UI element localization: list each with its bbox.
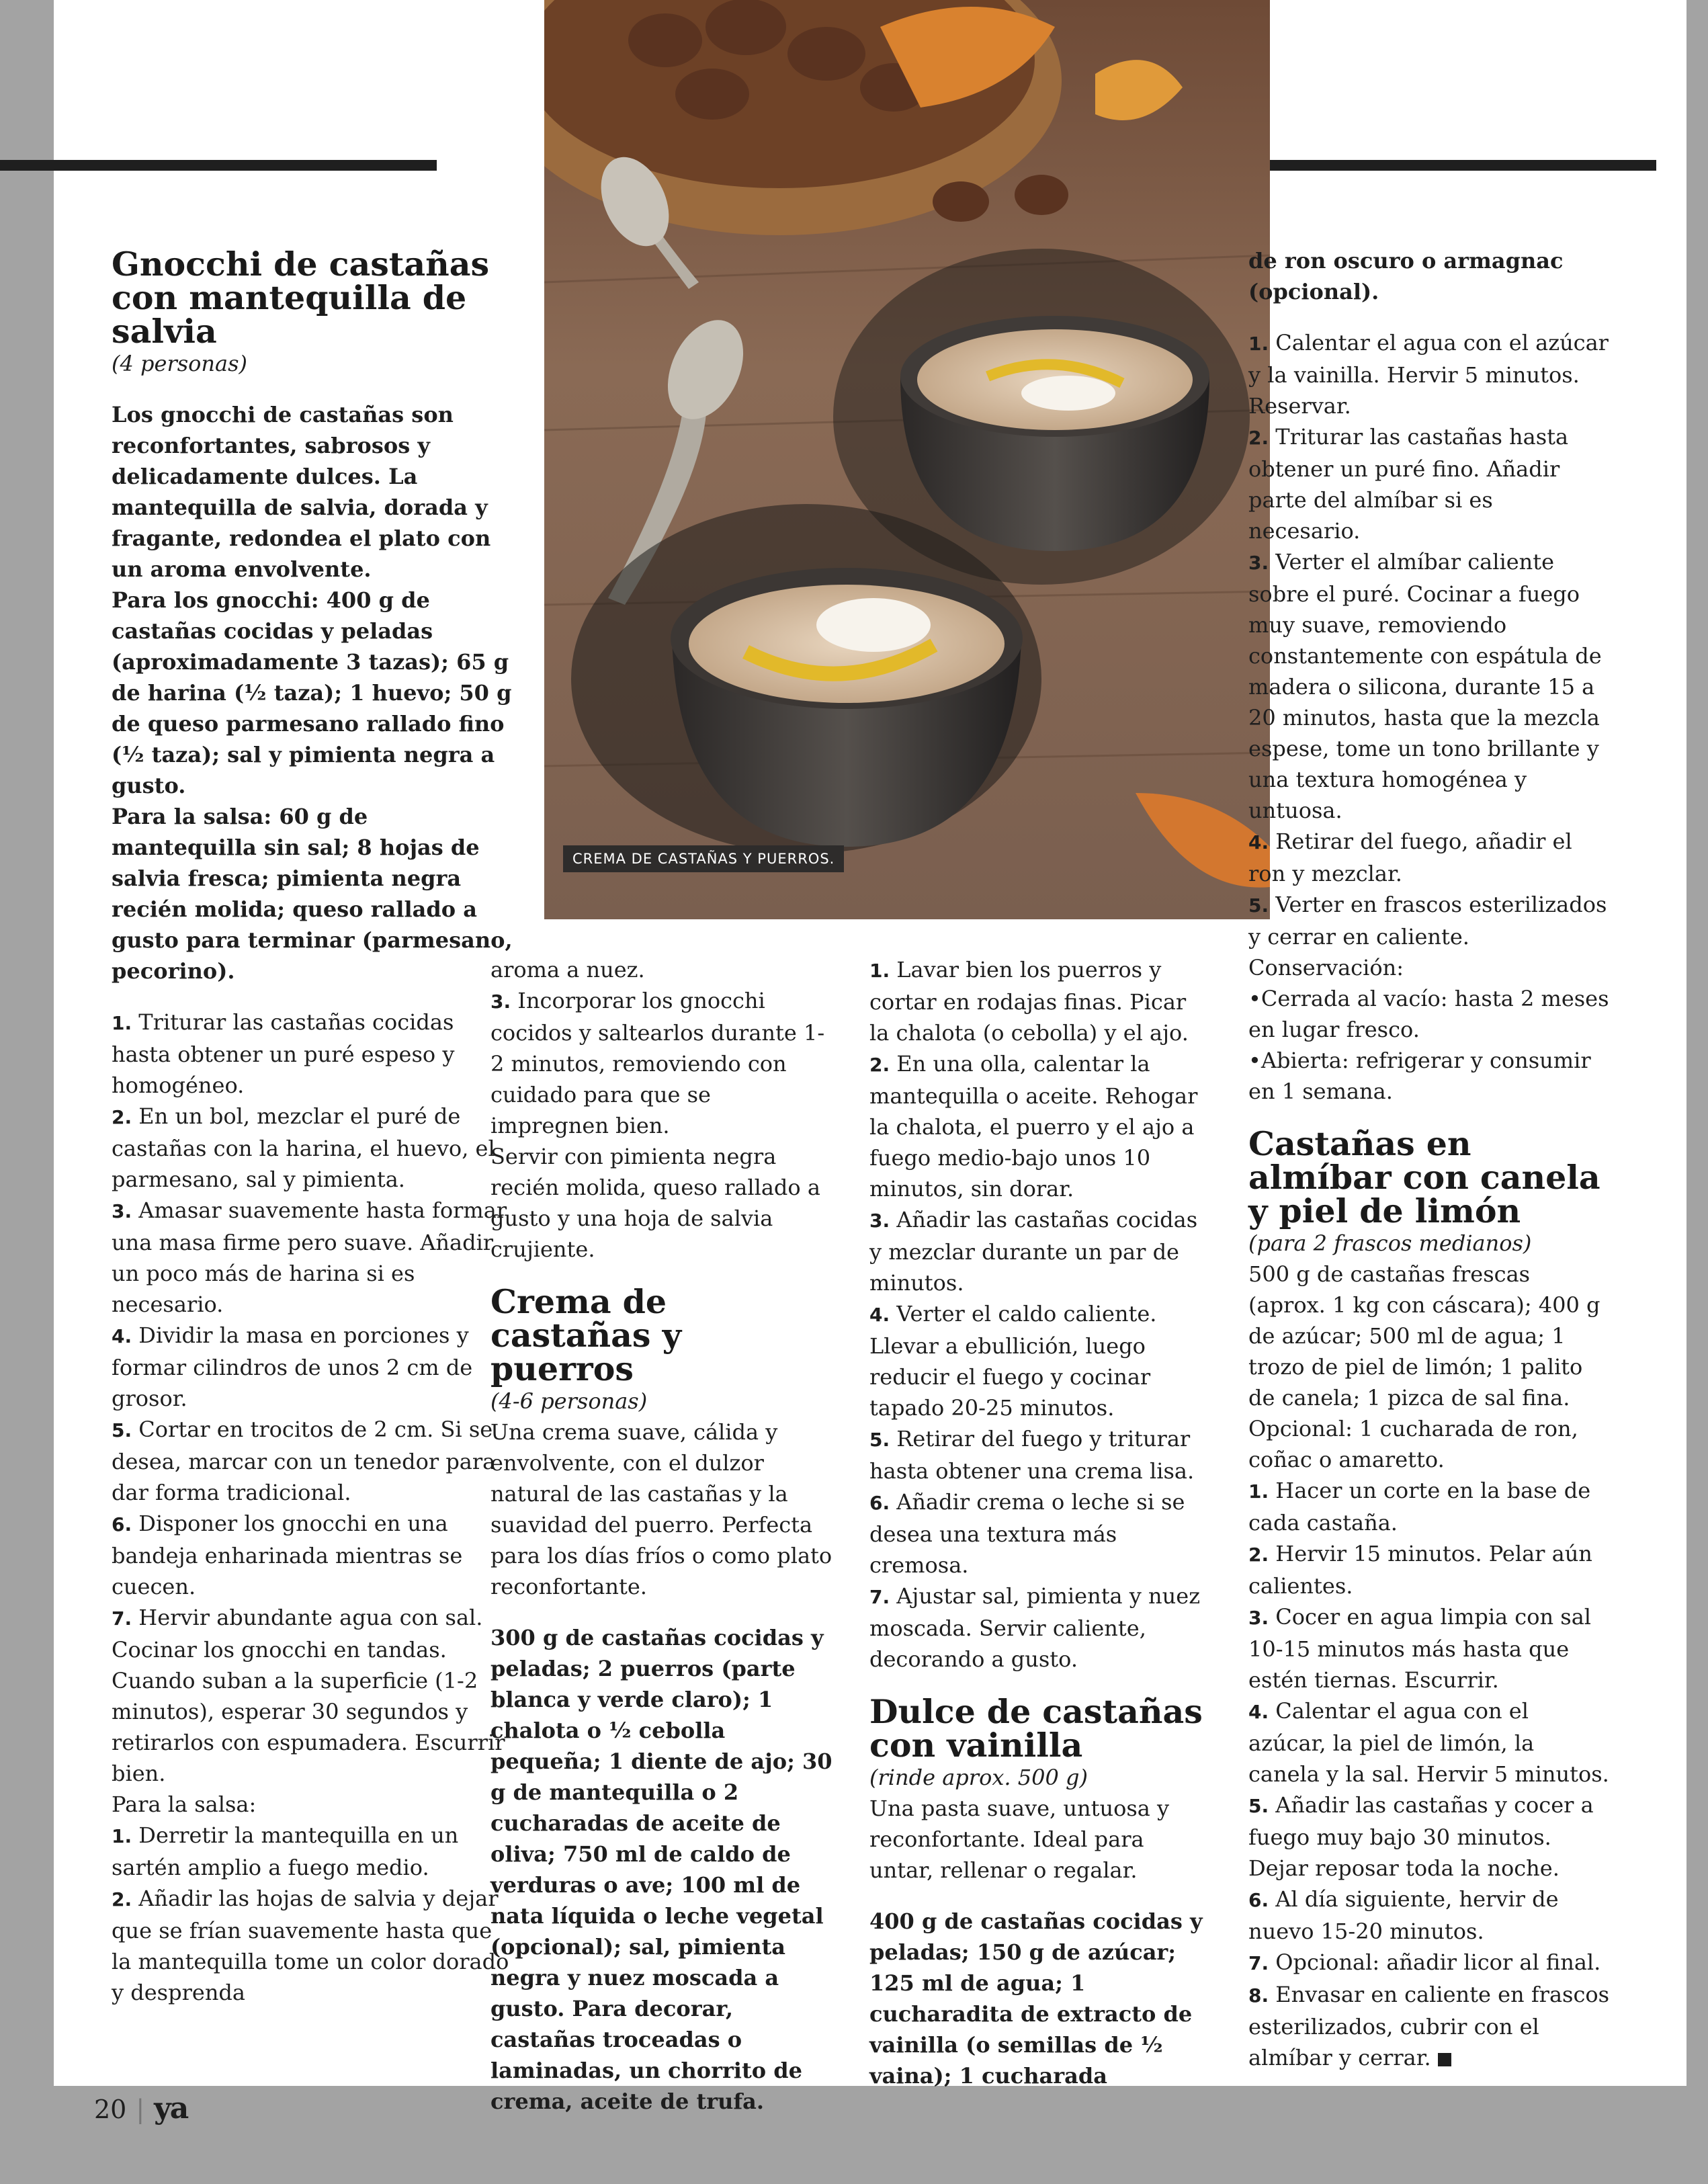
page-number: 20 bbox=[94, 2095, 127, 2124]
servings-almibar: (para 2 frascos medianos) bbox=[1248, 1230, 1532, 1256]
step: 4. Dividir la masa en porciones y formar cilindros de unos 2 cm de grosor. bbox=[112, 1322, 473, 1411]
conservation-heading: Conservación: bbox=[1248, 955, 1404, 980]
step: 5. Verter en frascos esterilizados y cerrar en caliente. bbox=[1248, 892, 1607, 950]
serving-suggestion: Servir con pimienta negra recién molida, queso rallado a gusto y una hoja de salvia crujiente. bbox=[490, 1144, 820, 1262]
step: 3. Incorporar los gnocchi cocidos y saltearlos durante 1-2 minutos, removiendo con cuidado para que se impregnen bien. bbox=[490, 988, 825, 1138]
column-almibar bbox=[1248, 245, 1611, 2073]
step: 1. Lavar bien los puerros y cortar en rodajas finas. Picar la chalota (o cebolla) y el ajo. bbox=[869, 957, 1189, 1046]
step: 2. Triturar las castañas hasta obtener un puré fino. Añadir parte del almíbar si es necesario. bbox=[1248, 424, 1569, 544]
continued-text: aroma a nuez. bbox=[490, 957, 645, 982]
page-footer bbox=[94, 2089, 187, 2130]
chestnut-soup-photo bbox=[544, 0, 1270, 919]
recipe-title-almibar: Castañas en almíbar con canela y piel de limón bbox=[1248, 1124, 1600, 1230]
column-crema-steps bbox=[869, 954, 1212, 2091]
step: 3. Añadir las castañas cocidas y mezclar durante un par de minutos. bbox=[869, 1207, 1198, 1296]
step: 7. Opcional: añadir licor al final. bbox=[1248, 1949, 1601, 1975]
step: 3. Cocer en agua limpia con sal 10-15 minutos más hasta que estén tiernas. Escurrir. bbox=[1248, 1604, 1591, 1693]
optional-almibar: Opcional: 1 cucharada de ron, coñac o amaretto. bbox=[1248, 1416, 1578, 1472]
step: 7. Hervir abundante agua con sal. Cocinar los gnocchi en tandas. Cuando suban a la superficie (1-2 minutos), esperar 30 segundos y retirarlos con espumadera. Escurrir bien. bbox=[112, 1605, 505, 1786]
step: 7. Ajustar sal, pimienta y nuez moscada. Servir caliente, decorando a gusto. bbox=[869, 1583, 1201, 1672]
intro-dulce: Una pasta suave, untuosa y reconfortante. Ideal para untar, rellenar o regalar. bbox=[869, 1796, 1170, 1883]
step: 2. En un bol, mezclar el puré de castañas con la harina, el huevo, el parmesano, sal y pimienta. bbox=[112, 1103, 495, 1192]
recipe-title-crema: Crema de castañas y puerros bbox=[490, 1282, 682, 1388]
step: 1. Hacer un corte en la base de cada castaña. bbox=[1248, 1478, 1591, 1536]
servings-crema: (4-6 personas) bbox=[490, 1388, 648, 1414]
step: 2. En una olla, calentar la mantequilla o aceite. Rehogar la chalota, el puerro y el ajo a fuego medio-bajo unos 10 minutos, sin dorar. bbox=[869, 1051, 1198, 1202]
step: 8. Envasar en caliente en frascos esterilizados, cubrir con el almíbar y cerrar. bbox=[1248, 1982, 1610, 2070]
step: 3. Verter el almíbar caliente sobre el puré. Cocinar a fuego muy suave, removiendo constantemente con espátula de madera o silicona, durante 15 a 20 minutos, hasta que la mezcla espese, tome un tono brillante y una textura homogénea y untuosa. bbox=[1248, 549, 1602, 823]
continued-ingredients: de ron oscuro o armagnac (opcional). bbox=[1248, 248, 1564, 304]
footer-separator: | bbox=[136, 2095, 145, 2124]
column-crema bbox=[490, 954, 833, 2117]
conservation-item: •Abierta: refrigerar y consumir en 1 semana. bbox=[1248, 1048, 1591, 1104]
step: 6. Al día siguiente, hervir de nuevo 15-20 minutos. bbox=[1248, 1886, 1559, 1944]
ingredients-gnocchi: Para los gnocchi: 400 g de castañas cocidas y peladas (aproximadamente 3 tazas); 65 g de harina (½ taza); 1 huevo; 50 g de queso parmesano rallado fino (½ taza); sal y pimienta negra a gusto. bbox=[112, 587, 512, 798]
recipe-title-gnocchi: Gnocchi de castañas con mantequilla de salvia bbox=[112, 245, 490, 351]
conservation-item: •Cerrada al vacío: hasta 2 meses en lugar fresco. bbox=[1248, 986, 1609, 1042]
magazine-logo: ya bbox=[154, 2091, 188, 2126]
intro-gnocchi: Los gnocchi de castañas son reconfortantes, sabrosos y delicadamente dulces. La mantequilla de salvia, dorada y fragante, redondea el plato con un aroma envolvente. bbox=[112, 402, 491, 582]
step: 3. Amasar suavemente hasta formar una masa firme pero suave. Añadir un poco más de harina si es necesario. bbox=[112, 1198, 507, 1317]
photo-caption: CREMA DE CASTAÑAS Y PUERROS. bbox=[563, 845, 844, 872]
step: 1. Triturar las castañas cocidas hasta obtener un puré espeso y homogéneo. bbox=[112, 1009, 455, 1098]
step: 5. Cortar en trocitos de 2 cm. Si se desea, marcar con un tenedor para dar forma tradicional. bbox=[112, 1417, 496, 1505]
step: 5. Retirar del fuego y triturar hasta obtener una crema lisa. bbox=[869, 1426, 1195, 1484]
ingredients-almibar: 500 g de castañas frescas (aprox. 1 kg con cáscara); 400 g de azúcar; 500 ml de agua; 1 trozo de piel de limón; 1 palito de canela; 1 pizca de sal fina. bbox=[1248, 1261, 1600, 1411]
servings-gnocchi: (4 personas) bbox=[112, 351, 248, 376]
recipe-photo bbox=[544, 0, 1270, 919]
ingredients-dulce: 400 g de castañas cocidas y peladas; 150 g de azúcar; 125 ml de agua; 1 cucharadita de extracto de vainilla (o semillas de ½ vaina); 1 cucharada bbox=[869, 1908, 1203, 2089]
step: 2. Hervir 15 minutos. Pelar aún calientes. bbox=[1248, 1541, 1592, 1599]
step: 6. Añadir crema o leche si se desea una textura más cremosa. bbox=[869, 1489, 1185, 1578]
step: 1. Derretir la mantequilla en un sartén amplio a fuego medio. bbox=[112, 1822, 459, 1880]
step: 2. Añadir las hojas de salvia y dejar que se frían suavemente hasta que la mantequilla tome un color dorado y desprenda bbox=[112, 1886, 509, 2005]
ingredients-crema: 300 g de castañas cocidas y peladas; 2 puerros (parte blanca y verde claro); 1 chalota o ½ cebolla pequeña; 1 diente de ajo; 30 g de mantequilla o 2 cucharadas de aceite de oliva; 750 ml de caldo de verduras o ave; 100 ml de nata líquida o leche vegetal (opcional); sal, pimienta negra y nuez moscada a gusto. Para decorar, castañas troceadas o laminadas, un chorrito de crema, aceite de trufa. bbox=[490, 1625, 832, 2114]
sauce-heading: Para la salsa: bbox=[112, 1792, 257, 1817]
step: 4. Calentar el agua con el azúcar, la piel de limón, la canela y la sal. Hervir 5 minutos. bbox=[1248, 1698, 1609, 1787]
servings-dulce: (rinde aprox. 500 g) bbox=[869, 1765, 1088, 1790]
top-rule-left bbox=[0, 160, 437, 171]
step: 6. Disponer los gnocchi en una bandeja enharinada mientras se cuecen. bbox=[112, 1511, 463, 1599]
end-mark bbox=[1438, 2053, 1451, 2066]
step: 5. Añadir las castañas y cocer a fuego muy bajo 30 minutos. Dejar reposar toda la noche. bbox=[1248, 1792, 1594, 1881]
intro-crema: Una crema suave, cálida y envolvente, con el dulzor natural de las castañas y la suavidad del puerro. Perfecta para los días fríos o como plato reconfortante. bbox=[490, 1419, 832, 1599]
top-rule-right bbox=[1216, 160, 1656, 171]
recipe-title-dulce: Dulce de castañas con vainilla bbox=[869, 1692, 1203, 1765]
step: 1. Calentar el agua con el azúcar y la vainilla. Hervir 5 minutos. Reservar. bbox=[1248, 330, 1609, 419]
step: 4. Verter el caldo caliente. Llevar a ebullición, luego reducir el fuego y cocinar tapado 20-25 minutos. bbox=[869, 1301, 1157, 1421]
ingredients-sauce: Para la salsa: 60 g de mantequilla sin sal; 8 hojas de salvia fresca; pimienta negra recién molida; queso rallado a gusto para terminar (parmesano, pecorino). bbox=[112, 804, 513, 984]
step: 4. Retirar del fuego, añadir el ron y mezclar. bbox=[1248, 829, 1572, 886]
column-gnocchi bbox=[112, 247, 515, 2008]
